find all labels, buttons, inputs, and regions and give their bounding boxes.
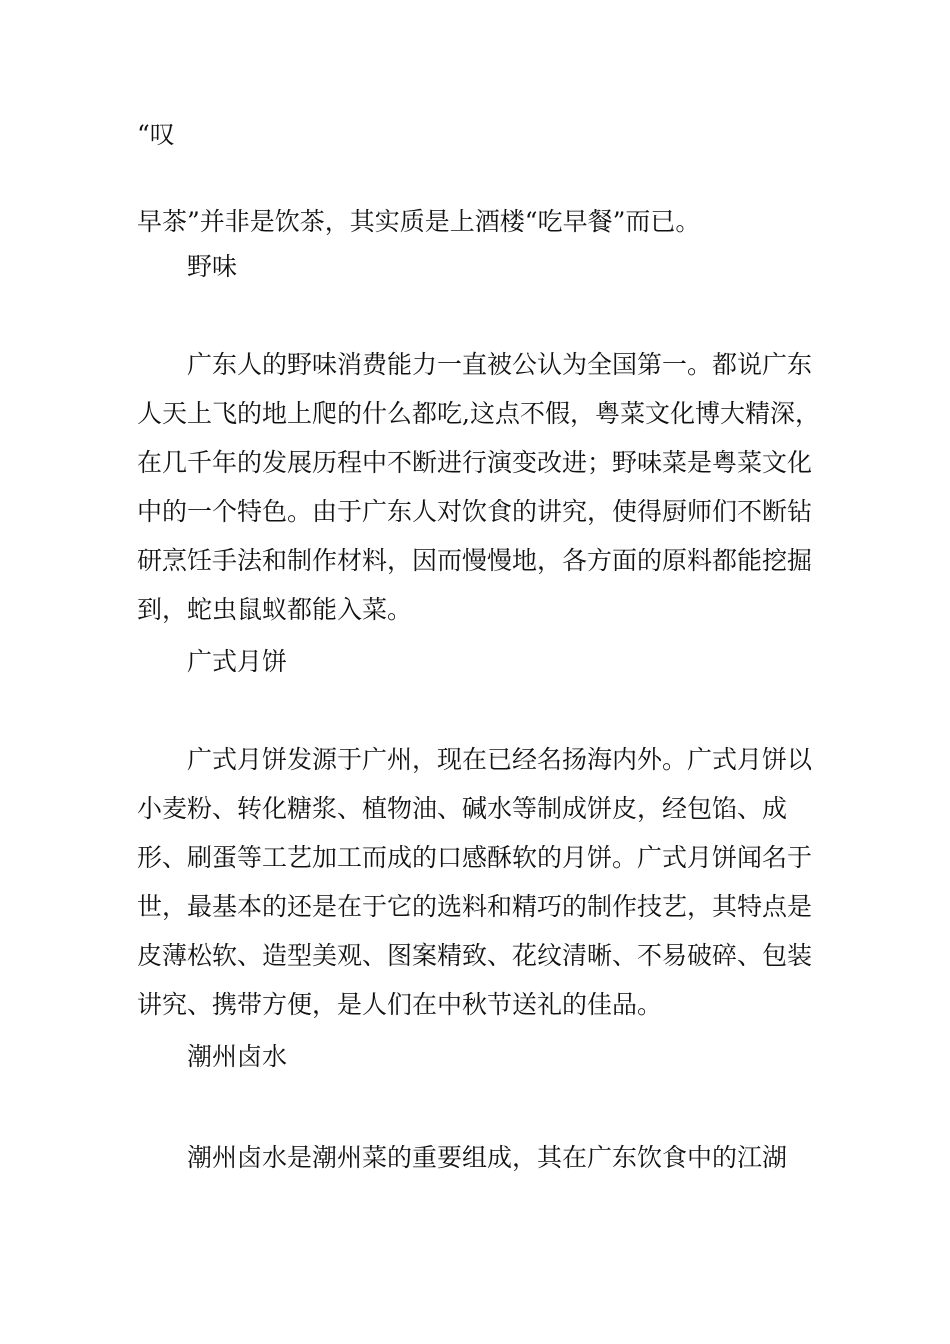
section-heading-yewei: 野味: [187, 252, 238, 281]
section-body-mooncake: 广式月饼发源于广州，现在已经名扬海内外。广式月饼以小麦粉、转化糖浆、植物油、碱水等制成饼皮，经包馅、成形、刷蛋等工艺加工而成的口感酥软的月饼。广式月饼闻名于世，最基本的还是在于它的选料和精巧的制作技艺，其特点是皮薄松软、造型美观、图案精致、花纹清晰、不易破碎、包装讲究、携带方便，是人们在中秋节送礼的佳品。: [137, 745, 813, 1019]
section-body-yewei: 广东人的野味消费能力一直被公认为全国第一。都说广东人天上飞的地上爬的什么都吃,这点不假，粤菜文化博大精深，在几千年的发展历程中不断进行演变改进；野味菜是粤菜文化中的一个特色。由于广东人对饮食的讲究，使得厨师们不断钻研烹饪手法和制作材料，因而慢慢地，各方面的原料都能挖掘到，蛇虫鼠蚁都能入菜。: [137, 350, 820, 624]
section-heading-luwater: 潮州卤水: [187, 1042, 288, 1071]
fragment-line: 早茶”并非是饮茶，其实质是上酒楼“吃早餐”而已。: [137, 207, 701, 236]
section-heading-mooncake: 广式月饼: [187, 647, 288, 676]
fragment-quote: “叹: [137, 120, 175, 149]
section-body-luwater: 潮州卤水是潮州菜的重要组成，其在广东饮食中的江湖: [187, 1143, 788, 1172]
